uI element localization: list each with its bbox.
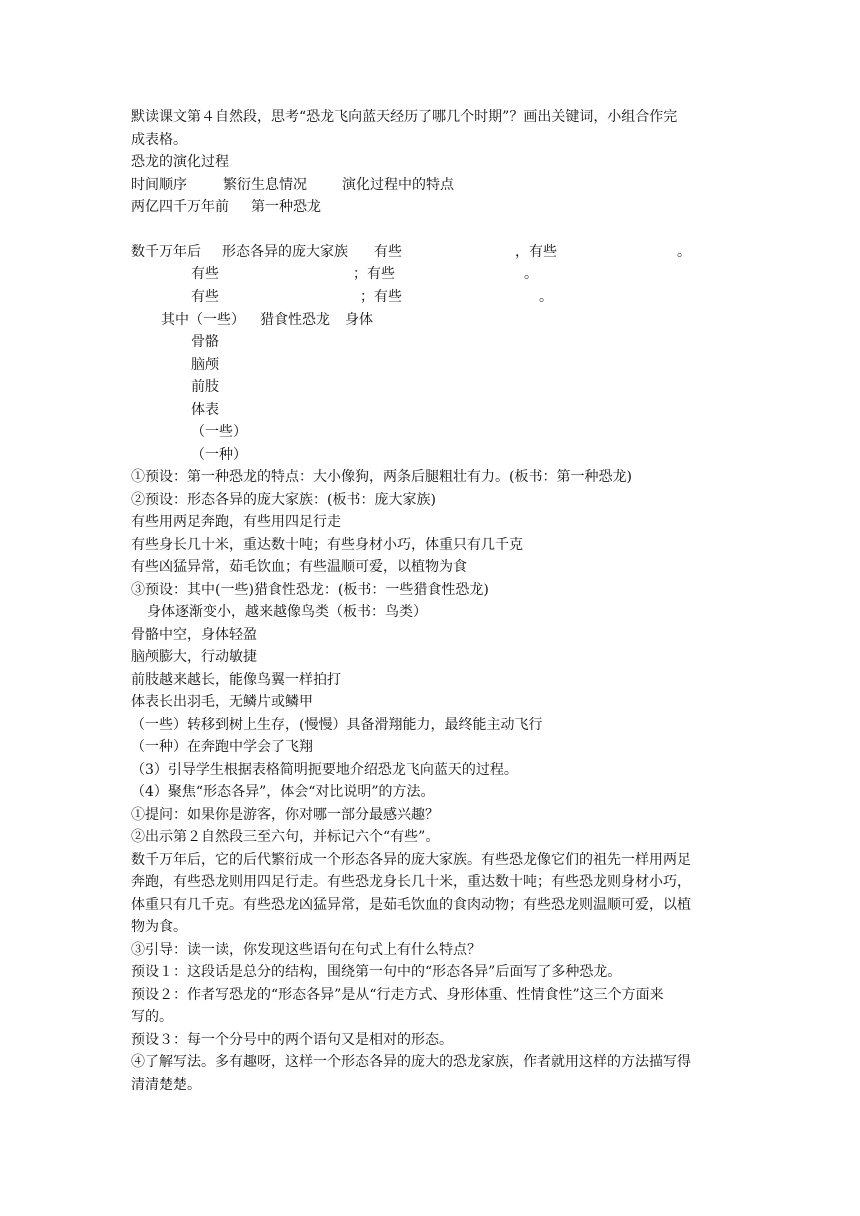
- table-item: 骨骼: [191, 334, 219, 350]
- tail-line: ④了解写法。多有趣呀，这样一个形态各异的庞大的恐龙家族，作者就用这样的方法描写得: [131, 1054, 691, 1070]
- intro-line-1: 默读课文第４自然段，思考“恐龙飞向蓝天经历了哪几个时期”？画出关键词，小组合作完: [131, 109, 678, 125]
- body-line: （4）聚焦“形态各异”，体会“对比说明”的方法。: [131, 784, 435, 800]
- passage-line: 数千万年后，它的后代繁衍成一个形态各异的庞大家族。有些恐龙像它们的祖先一样用两足: [131, 852, 691, 868]
- row3-b: ；有些: [353, 266, 395, 282]
- body-line: （一些）转移到树上生存，(慢慢）具备滑翔能力，最终能主动飞行: [131, 717, 543, 733]
- passage-line: 奔跑，有些恐龙则用四足行走。有些恐龙身长几十米，重达数十吨；有些恐龙则身材小巧，: [131, 874, 691, 890]
- row2-time: 数千万年后: [131, 244, 201, 260]
- tail-line: 预设２：作者写恐龙的“形态各异”是从“行走方式、身形体重、性情食性”这三个方面来: [131, 987, 664, 1003]
- tail-line: ③引导：读一读，你发现这些语句在句式上有什么特点？: [131, 942, 481, 958]
- header-breeding: 繁衍生息情况: [223, 177, 307, 193]
- body-line: ③预设：其中(一些)猎食性恐龙：(板书：一些猎食性恐龙): [131, 582, 489, 598]
- row4-a: 有些: [191, 289, 219, 305]
- body-line: 前肢越来越长，能像鸟翼一样拍打: [131, 672, 341, 688]
- body-line: ①预设：第一种恐龙的特点：大小像狗，两条后腿粗壮有力。(板书：第一种恐龙): [131, 469, 632, 485]
- row2-some: 有些: [374, 244, 402, 260]
- body-line: 身体逐渐变小，越来越像鸟类（板书：鸟类）: [147, 604, 427, 620]
- tail-line: 写的。: [131, 1009, 173, 1025]
- row5-among: 其中（一些）: [161, 312, 245, 328]
- row1-time: 两亿四千万年前: [131, 199, 229, 215]
- body-line: 有些用两足奔跑，有些用四足行走: [131, 514, 341, 530]
- body-line: 有些凶猛异常，茹毛饮血；有些温顺可爱，以植物为食: [131, 559, 467, 575]
- body-line: 骨骼中空，身体轻盈: [131, 627, 257, 643]
- tail-line: 预设３：每一个分号中的两个语句又是相对的形态。: [131, 1032, 453, 1048]
- passage-line: 体重只有几千克。有些恐龙凶猛异常，是茹毛饮血的食肉动物；有些恐龙则温顺可爱，以植: [131, 897, 691, 913]
- row2-end: 。: [677, 244, 691, 260]
- row1-desc: 第一种恐龙: [251, 199, 321, 215]
- body-line: ②预设：形态各异的庞大家族：(板书：庞大家族): [131, 492, 436, 508]
- row3-c: 。: [524, 266, 538, 282]
- row3-a: 有些: [191, 266, 219, 282]
- row5-predatory: 猎食性恐龙: [260, 312, 330, 328]
- table-item: （一种）: [191, 447, 247, 463]
- passage-line: 物为食。: [131, 919, 187, 935]
- header-features: 演化过程中的特点: [342, 177, 454, 193]
- table-item: 体表: [191, 402, 219, 418]
- intro-line-2: 成表格。: [131, 132, 187, 148]
- body-line: ②出示第２自然段三至六句，并标记六个“有些”。: [131, 829, 440, 845]
- tail-line: 预设１：这段话是总分的结构，围绕第一句中的“形态各异”后面写了多种恐龙。: [131, 964, 622, 980]
- row4-b: ；有些: [360, 289, 402, 305]
- table-item: 前肢: [191, 379, 219, 395]
- table-title: 恐龙的演化过程: [131, 154, 229, 170]
- table-item: 脑颅: [191, 357, 219, 373]
- body-line: 有些身长几十米，重达数十吨；有些身材小巧，体重只有几千克: [131, 537, 523, 553]
- body-line: 脑颅膨大，行动敏捷: [131, 649, 257, 665]
- tail-line: 清清楚楚。: [131, 1077, 201, 1093]
- table-item: （一些）: [191, 424, 247, 440]
- row4-c: 。: [539, 289, 553, 305]
- body-line: 体表长出羽毛，无鳞片或鳞甲: [131, 694, 313, 710]
- body-line: （一种）在奔跑中学会了飞翔: [131, 739, 313, 755]
- body-line: ①提问：如果你是游客，你对哪一部分最感兴趣？: [131, 807, 439, 823]
- header-time-order: 时间顺序: [131, 177, 187, 193]
- row5-body: 身体: [345, 312, 373, 328]
- row2-desc: 形态各异的庞大家族: [222, 244, 348, 260]
- row2-comma-some: ，有些: [515, 244, 557, 260]
- body-line: （3）引导学生根据表格简明扼要地介绍恐龙飞向蓝天的过程。: [131, 762, 518, 778]
